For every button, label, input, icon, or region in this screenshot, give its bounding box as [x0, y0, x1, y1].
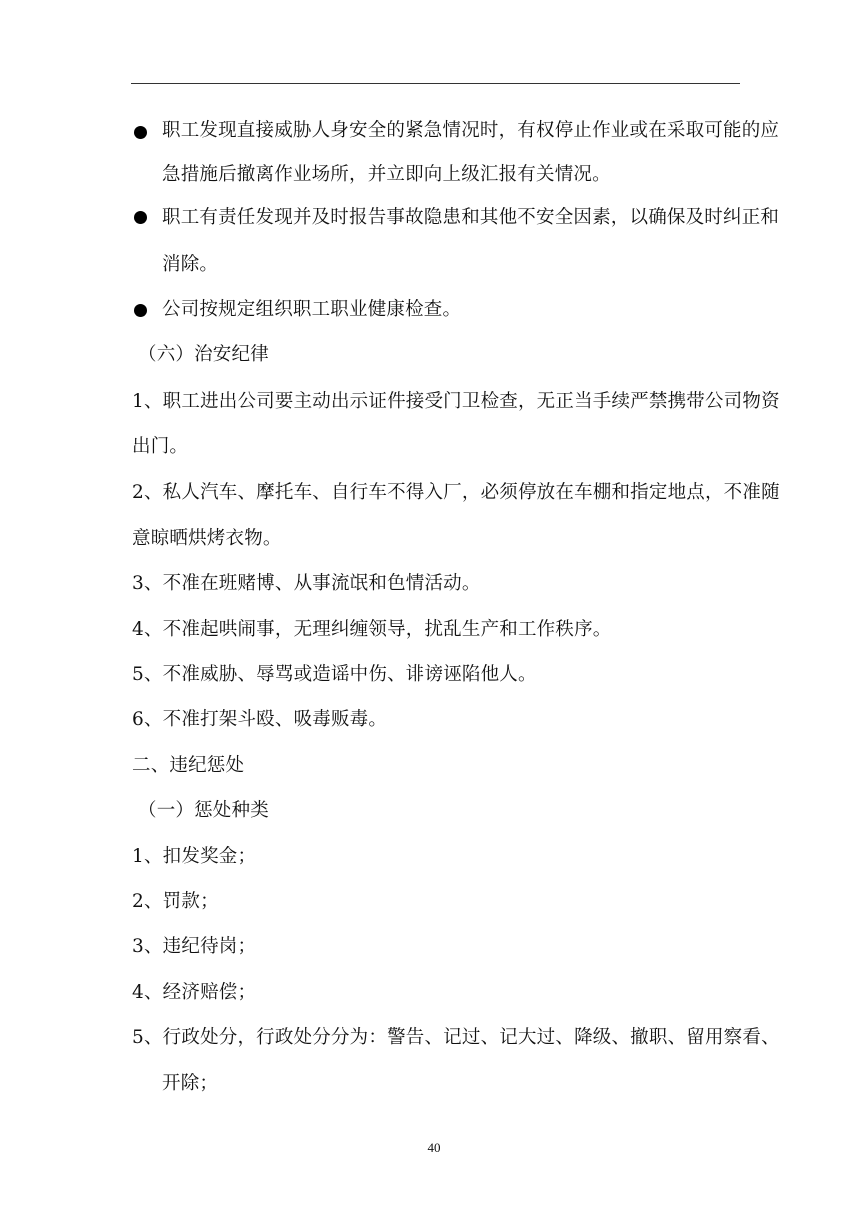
security-rule-3: 3、不准在班赌博、从事流氓和色情活动。	[132, 573, 481, 594]
security-rule-1-line-1: 1、职工进出公司要主动出示证件接受门卫检查，无正当手续严禁携带公司物资	[132, 391, 780, 412]
bullet-item-2-line-2: 消除。	[162, 254, 219, 275]
security-rule-2-line-1: 2、私人汽车、摩托车、自行车不得入厂，必须停放在车棚和指定地点，不准随	[132, 482, 780, 503]
bullet-icon	[134, 304, 147, 317]
section-heading-discipline-penalties: 二、违纪惩处	[132, 755, 245, 776]
page-number: 40	[427, 1140, 441, 1155]
penalty-type-5-line-1: 5、行政处分，行政处分分为：警告、记过、记大过、降级、撤职、留用察看、	[132, 1027, 780, 1048]
section-heading-public-security: （六）治安纪律	[138, 344, 269, 365]
header-rule	[131, 83, 740, 84]
security-rule-2-line-2: 意晾晒烘烤衣物。	[132, 528, 282, 549]
bullet-icon	[134, 126, 147, 139]
subsection-heading-penalty-types: （一）惩处种类	[138, 800, 269, 821]
penalty-type-4: 4、经济赔偿；	[132, 982, 257, 1003]
bullet-item-2-line-1: 职工有责任发现并及时报告事故隐患和其他不安全因素，以确保及时纠正和	[162, 207, 780, 228]
bullet-item-1-line-1: 职工发现直接威胁人身安全的紧急情况时，有权停止作业或在采取可能的应	[162, 120, 780, 141]
security-rule-5: 5、不准威胁、辱骂或造谣中伤、诽谤诬陷他人。	[132, 664, 537, 685]
security-rule-1-line-2: 出门。	[132, 436, 189, 457]
bullet-item-3-line-1: 公司按规定组织职工职业健康检查。	[162, 299, 462, 320]
penalty-type-3: 3、违纪待岗；	[132, 936, 257, 957]
security-rule-4: 4、不准起哄闹事，无理纠缠领导，扰乱生产和工作秩序。	[132, 619, 612, 640]
penalty-type-5-line-2: 开除；	[162, 1073, 219, 1094]
bullet-icon	[134, 211, 147, 224]
security-rule-6: 6、不准打架斗殴、吸毒贩毒。	[132, 709, 388, 730]
bullet-item-1-line-2: 急措施后撤离作业场所，并立即向上级汇报有关情况。	[162, 164, 611, 185]
penalty-type-2: 2、罚款；	[132, 891, 219, 912]
penalty-type-1: 1、扣发奖金；	[132, 846, 257, 867]
